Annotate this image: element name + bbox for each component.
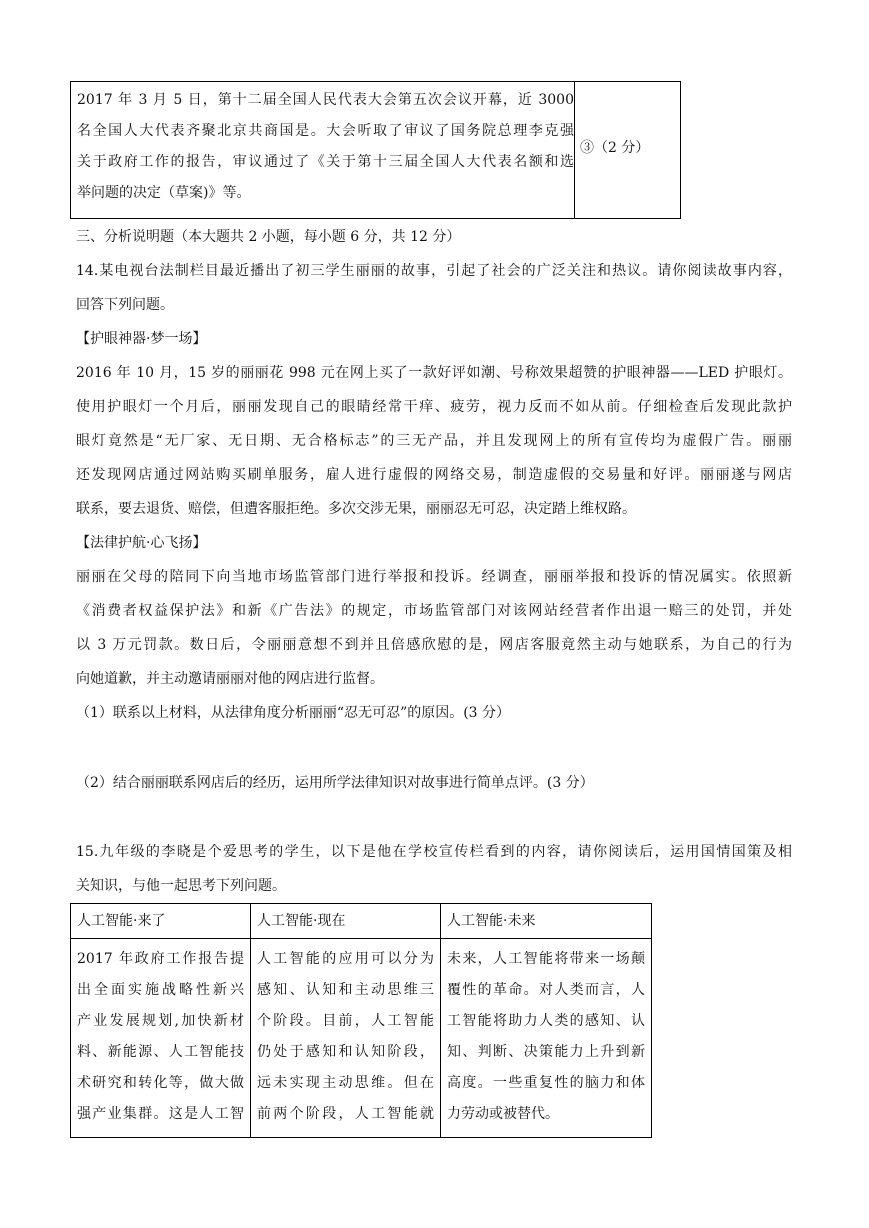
top-table-line: 关于政府工作的报告，审议通过了《关于第十三届全国人大代表名额和选 [77, 154, 574, 170]
cell-line: 仍处于感知和认知阶段， [257, 1044, 434, 1060]
top-table-line: 名全国人大代表齐聚北京共商国是。大会听取了审议了国务院总理李克强 [77, 123, 574, 139]
section-heading: 三、分析说明题（本大题共 2 小题，每小题 6 分，共 12 分） [76, 229, 461, 245]
table-cell-come [71, 939, 251, 1138]
cell-line: 个阶段。目前，人工智能 [257, 1013, 434, 1029]
top-table-right-cell [575, 82, 680, 218]
paragraph-line: 向她道歉，并主动邀请丽丽对他的网店进行监督。 [76, 671, 384, 687]
cell-line: 强产业集群。这是人工智 [77, 1106, 244, 1122]
question-15 [76, 835, 792, 903]
score-label: ③（2 分） [580, 140, 650, 156]
table-header-row [71, 904, 652, 939]
question-14-intro: 回答下列问题。 [76, 297, 174, 313]
table-header-cell: 人工智能·现在 [251, 904, 441, 939]
table-cell-now [251, 939, 441, 1138]
sub-question-2: （2）结合丽丽联系网店后的经历，运用所学法律知识对故事进行简单点评。(3 分） [76, 775, 594, 791]
cell-line: 前两个阶段，人工智能就 [257, 1106, 434, 1122]
table-row [71, 939, 652, 1138]
question-15-intro: 15.九年级的李晓是个爱思考的学生，以下是他在学校宣传栏看到的内容，请你阅读后，运用国情国策及相 [76, 844, 792, 860]
question-14 [76, 254, 792, 730]
top-table-line: 举问题的决定（草案)》等。 [77, 185, 251, 201]
cell-line: 人工智能的应用可以分为 [257, 951, 434, 967]
top-table [70, 81, 681, 219]
paragraph-line: 《消费者权益保护法》和新《广告法》的规定，市场监管部门对该网站经营者作出退一赔三的处罚，并处 [76, 603, 792, 619]
cell-line: 料、新能源、人工智能技 [77, 1044, 244, 1060]
table-cell-future [441, 939, 652, 1138]
cell-line: 未来，人工智能将带来一场颠 [447, 951, 645, 967]
paragraph-line: 还发现网店通过网站购买刷单服务，雇人进行虚假的网络交易，制造虚假的交易量和好评。丽丽遂与网店 [76, 467, 792, 483]
part-2-title: 【法律护航·心飞扬】 [76, 535, 207, 551]
ai-table [70, 903, 652, 1138]
paragraph-line: 2016 年 10 月，15 岁的丽丽花 998 元在网上买了一款好评如潮、号称效果超赞的护眼神器——LED 护眼灯。 [76, 365, 792, 381]
sub-question-1: （1）联系以上材料，从法律角度分析丽丽“忍无可忍”的原因。(3 分） [76, 705, 511, 721]
cell-line: 2017 年政府工作报告提 [77, 951, 244, 967]
paragraph-line: 眼灯竟然是“无厂家、无日期、无合格标志”的三无产品，并且发现网上的所有宣传均为虚假广告。丽丽 [76, 433, 792, 449]
cell-line: 覆性的革命。对人类而言，人 [447, 982, 645, 998]
cell-line: 感知、认知和主动思维三 [257, 982, 434, 998]
cell-line: 力劳动或被替代。 [447, 1106, 559, 1122]
top-table-line: 2017 年 3 月 5 日，第十二届全国人民代表大会第五次会议开幕，近 3000 [77, 92, 574, 108]
cell-line: 出全面实施战略性新兴 [77, 982, 244, 998]
cell-line: 工智能将助力人类的感知、认 [447, 1013, 645, 1029]
question-15-intro: 关知识，与他一起思考下列问题。 [76, 878, 286, 894]
cell-line: 产业发展规划,加快新材 [77, 1013, 244, 1029]
cell-line: 术研究和转化等，做大做 [77, 1075, 244, 1091]
cell-line: 知、判断、决策能力上升到新 [447, 1044, 645, 1060]
question-14-intro: 14.某电视台法制栏目最近播出了初三学生丽丽的故事，引起了社会的广泛关注和热议。请你阅读故事内容， [76, 263, 792, 279]
table-header-cell: 人工智能·未来 [441, 904, 652, 939]
table-header-cell: 人工智能·来了 [71, 904, 251, 939]
paragraph-line: 以 3 万元罚款。数日后，令丽丽意想不到并且倍感欣慰的是，网店客服竟然主动与她联系，为自己的行为 [76, 637, 792, 653]
paragraph-line: 丽丽在父母的陪同下向当地市场监管部门进行举报和投诉。经调查，丽丽举报和投诉的情况属实。依照新 [76, 569, 792, 585]
top-table-left-cell [71, 82, 575, 218]
paragraph-line: 使用护眼灯一个月后，丽丽发现自己的眼睛经常干痒、疲劳，视力反而不如从前。仔细检查后发现此款护 [76, 399, 792, 415]
cell-line: 远未实现主动思维。但在 [257, 1075, 434, 1091]
part-1-title: 【护眼神器·梦一场】 [76, 331, 207, 347]
cell-line: 高度。一些重复性的脑力和体 [447, 1075, 645, 1091]
paragraph-line: 联系，要去退货、赔偿，但遭客服拒绝。多次交涉无果，丽丽忍无可忍，决定踏上维权路。 [76, 501, 636, 517]
